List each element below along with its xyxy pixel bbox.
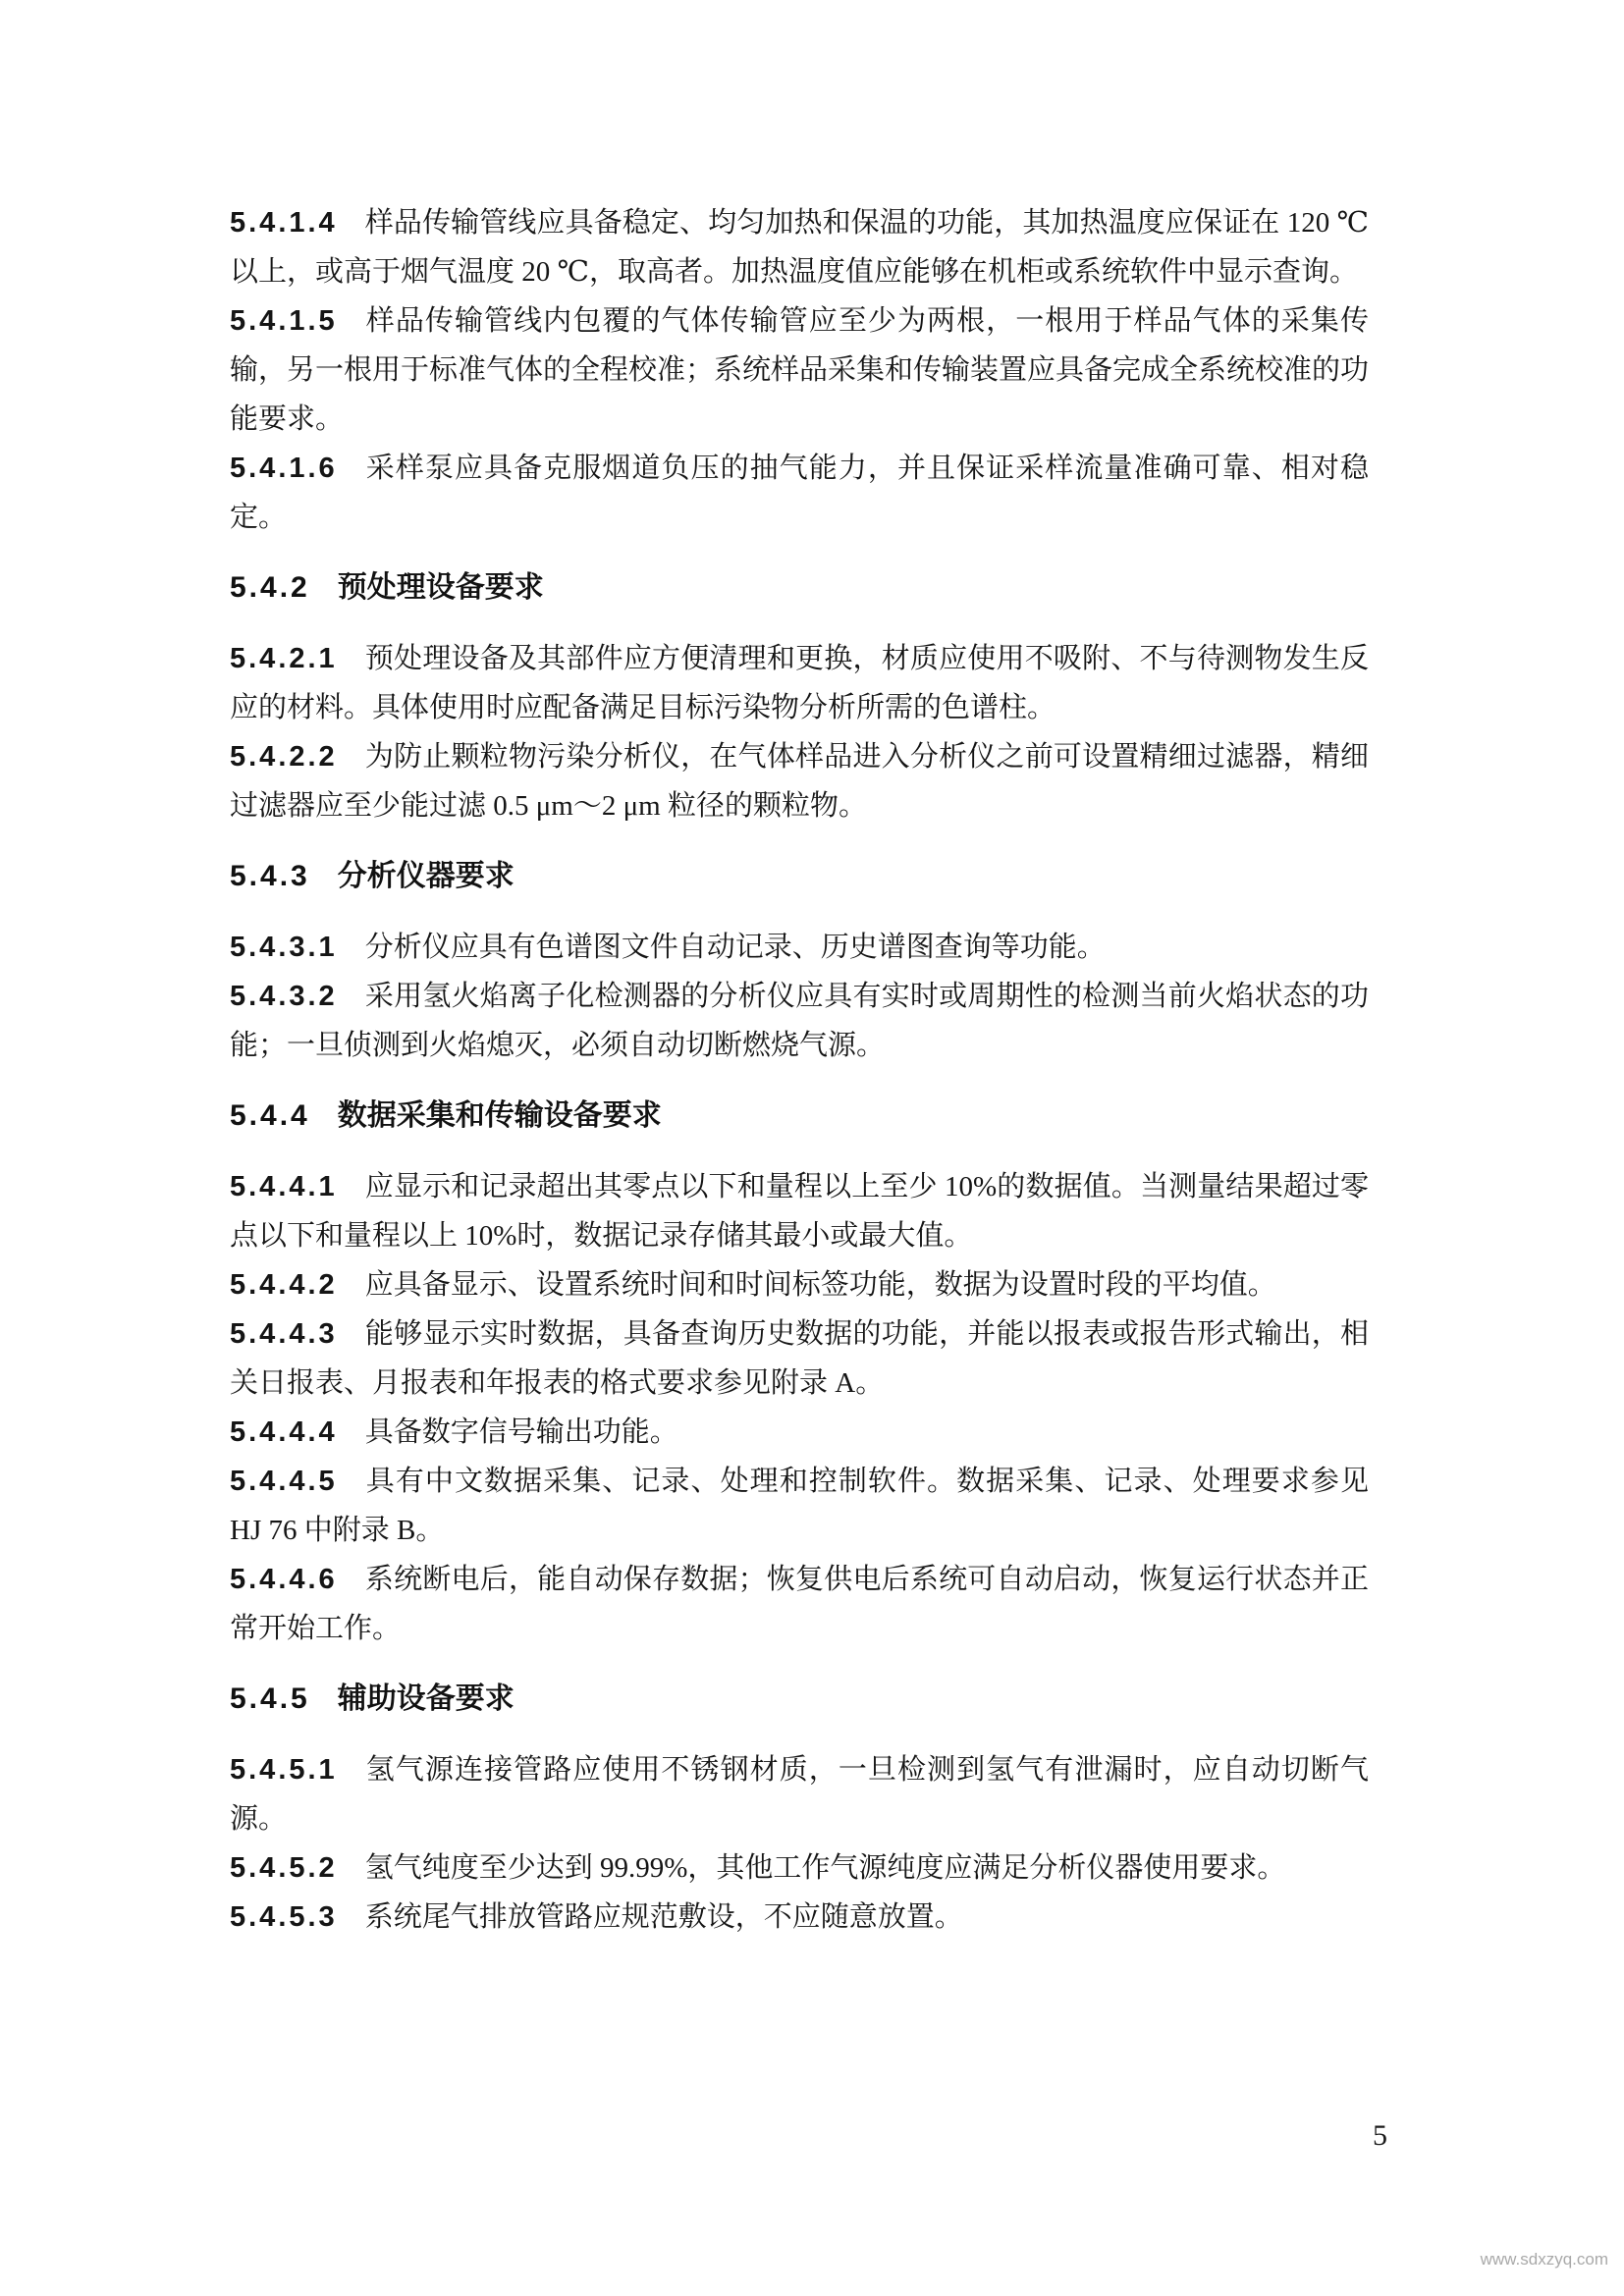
clause-text: 系统尾气排放管路应规范敷设，不应随意放置。 [364,1901,963,1933]
clause-text: 为防止颗粒物污染分析仪，在气体样品进入分析仪之前可设置精细过滤器，精细过滤器应至少能过滤 0.5 μm～2 μm 粒径的颗粒物。 [230,741,1369,822]
clause-paragraph [230,198,1369,296]
section-heading-text: 预处理设备要求 [337,571,544,604]
clause-text: 预处理设备及其部件应方便清理和更换，材质应使用不吸附、不与待测物发生反应的材料。具体使用时应配备满足目标污染物分析所需的色谱柱。 [230,643,1369,723]
clause-number: 5.4.2.1 [230,643,338,674]
clause-paragraph [230,1309,1369,1408]
clause-number: 5.4.3.1 [230,932,338,963]
clause-text: 采用氢火焰离子化检测器的分析仪应具有实时或周期性的检测当前火焰状态的功能；一旦侦测到火焰熄灭，必须自动切断燃烧气源。 [230,981,1369,1061]
clause-text: 样品传输管线应具备稳定、均匀加热和保温的功能，其加热温度应保证在 120 ℃以上，或高于烟气温度 20 ℃，取高者。加热温度值应能够在机柜或系统软件中显示查询。 [230,207,1369,288]
clause-text: 能够显示实时数据，具备查询历史数据的功能，并能以报表或报告形式输出，相关日报表、月报表和年报表的格式要求参见附录 A。 [230,1318,1369,1399]
section-heading [230,1675,1369,1724]
clause-number: 5.4.4.2 [230,1269,338,1301]
clause-paragraph [230,1843,1369,1893]
clause-paragraph [230,1555,1369,1653]
clause-paragraph [230,972,1369,1070]
watermark-text: www.sdxzyq.com [1480,2250,1608,2269]
clause-number: 5.4.3 [230,860,310,892]
clause-number: 5.4.4.6 [230,1564,338,1595]
clause-paragraph [230,296,1369,444]
clause-text: 系统断电后，能自动保存数据；恢复供电后系统可自动启动，恢复运行状态并正常开始工作。 [230,1564,1369,1644]
clause-paragraph [230,732,1369,830]
clause-paragraph [230,1893,1369,1942]
page-number: 5 [1373,2119,1387,2152]
clause-number: 5.4.2 [230,571,310,604]
clause-text: 具有中文数据采集、记录、处理和控制软件。数据采集、记录、处理要求参见 HJ 76 中附录 B。 [230,1466,1369,1546]
clause-text: 应显示和记录超出其零点以下和量程以上至少 10%的数据值。当测量结果超过零点以下和量程以上 10%时，数据记录存储其最小或最大值。 [230,1171,1369,1252]
clause-text: 分析仪应具有色谱图文件自动记录、历史谱图查询等功能。 [364,932,1106,963]
clause-number: 5.4.5.2 [230,1852,338,1884]
clause-number: 5.4.4.4 [230,1416,338,1448]
section-heading [230,852,1369,901]
clause-number: 5.4.4.3 [230,1318,338,1350]
clause-text: 应具备显示、设置系统时间和时间标签功能，数据为设置时段的平均值。 [364,1269,1276,1301]
section-heading [230,1092,1369,1141]
clause-number: 5.4.5 [230,1682,310,1715]
clause-paragraph [230,1408,1369,1457]
clause-paragraph [230,1162,1369,1260]
clause-number: 5.4.1.4 [230,207,338,239]
clause-number: 5.4.4.5 [230,1466,338,1497]
document-body [230,198,1369,1942]
clause-number: 5.4.4.1 [230,1171,338,1202]
clause-paragraph [230,444,1369,542]
clause-number: 5.4.5.1 [230,1754,338,1786]
clause-number: 5.4.2.2 [230,741,338,773]
clause-paragraph [230,1745,1369,1843]
section-heading-text: 辅助设备要求 [337,1682,514,1715]
section-heading-text: 分析仪器要求 [337,860,514,892]
clause-text: 氢气纯度至少达到 99.99%，其他工作气源纯度应满足分析仪器使用要求。 [364,1852,1286,1884]
clause-number: 5.4.1.5 [230,305,338,337]
clause-text: 采样泵应具备克服烟道负压的抽气能力，并且保证采样流量准确可靠、相对稳定。 [230,453,1369,533]
clause-paragraph [230,634,1369,732]
clause-paragraph [230,923,1369,972]
section-heading-text: 数据采集和传输设备要求 [337,1099,662,1132]
clause-text: 氢气源连接管路应使用不锈钢材质，一旦检测到氢气有泄漏时，应自动切断气源。 [230,1754,1369,1835]
clause-number: 5.4.4 [230,1099,310,1132]
clause-number: 5.4.5.3 [230,1901,338,1933]
section-heading [230,563,1369,613]
clause-text: 样品传输管线内包覆的气体传输管应至少为两根，一根用于样品气体的采集传输，另一根用于标准气体的全程校准；系统样品采集和传输装置应具备完成全系统校准的功能要求。 [230,305,1370,435]
clause-paragraph [230,1260,1369,1309]
clause-paragraph [230,1457,1369,1555]
clause-number: 5.4.3.2 [230,981,338,1012]
clause-number: 5.4.1.6 [230,453,338,484]
clause-text: 具备数字信号输出功能。 [364,1416,678,1448]
